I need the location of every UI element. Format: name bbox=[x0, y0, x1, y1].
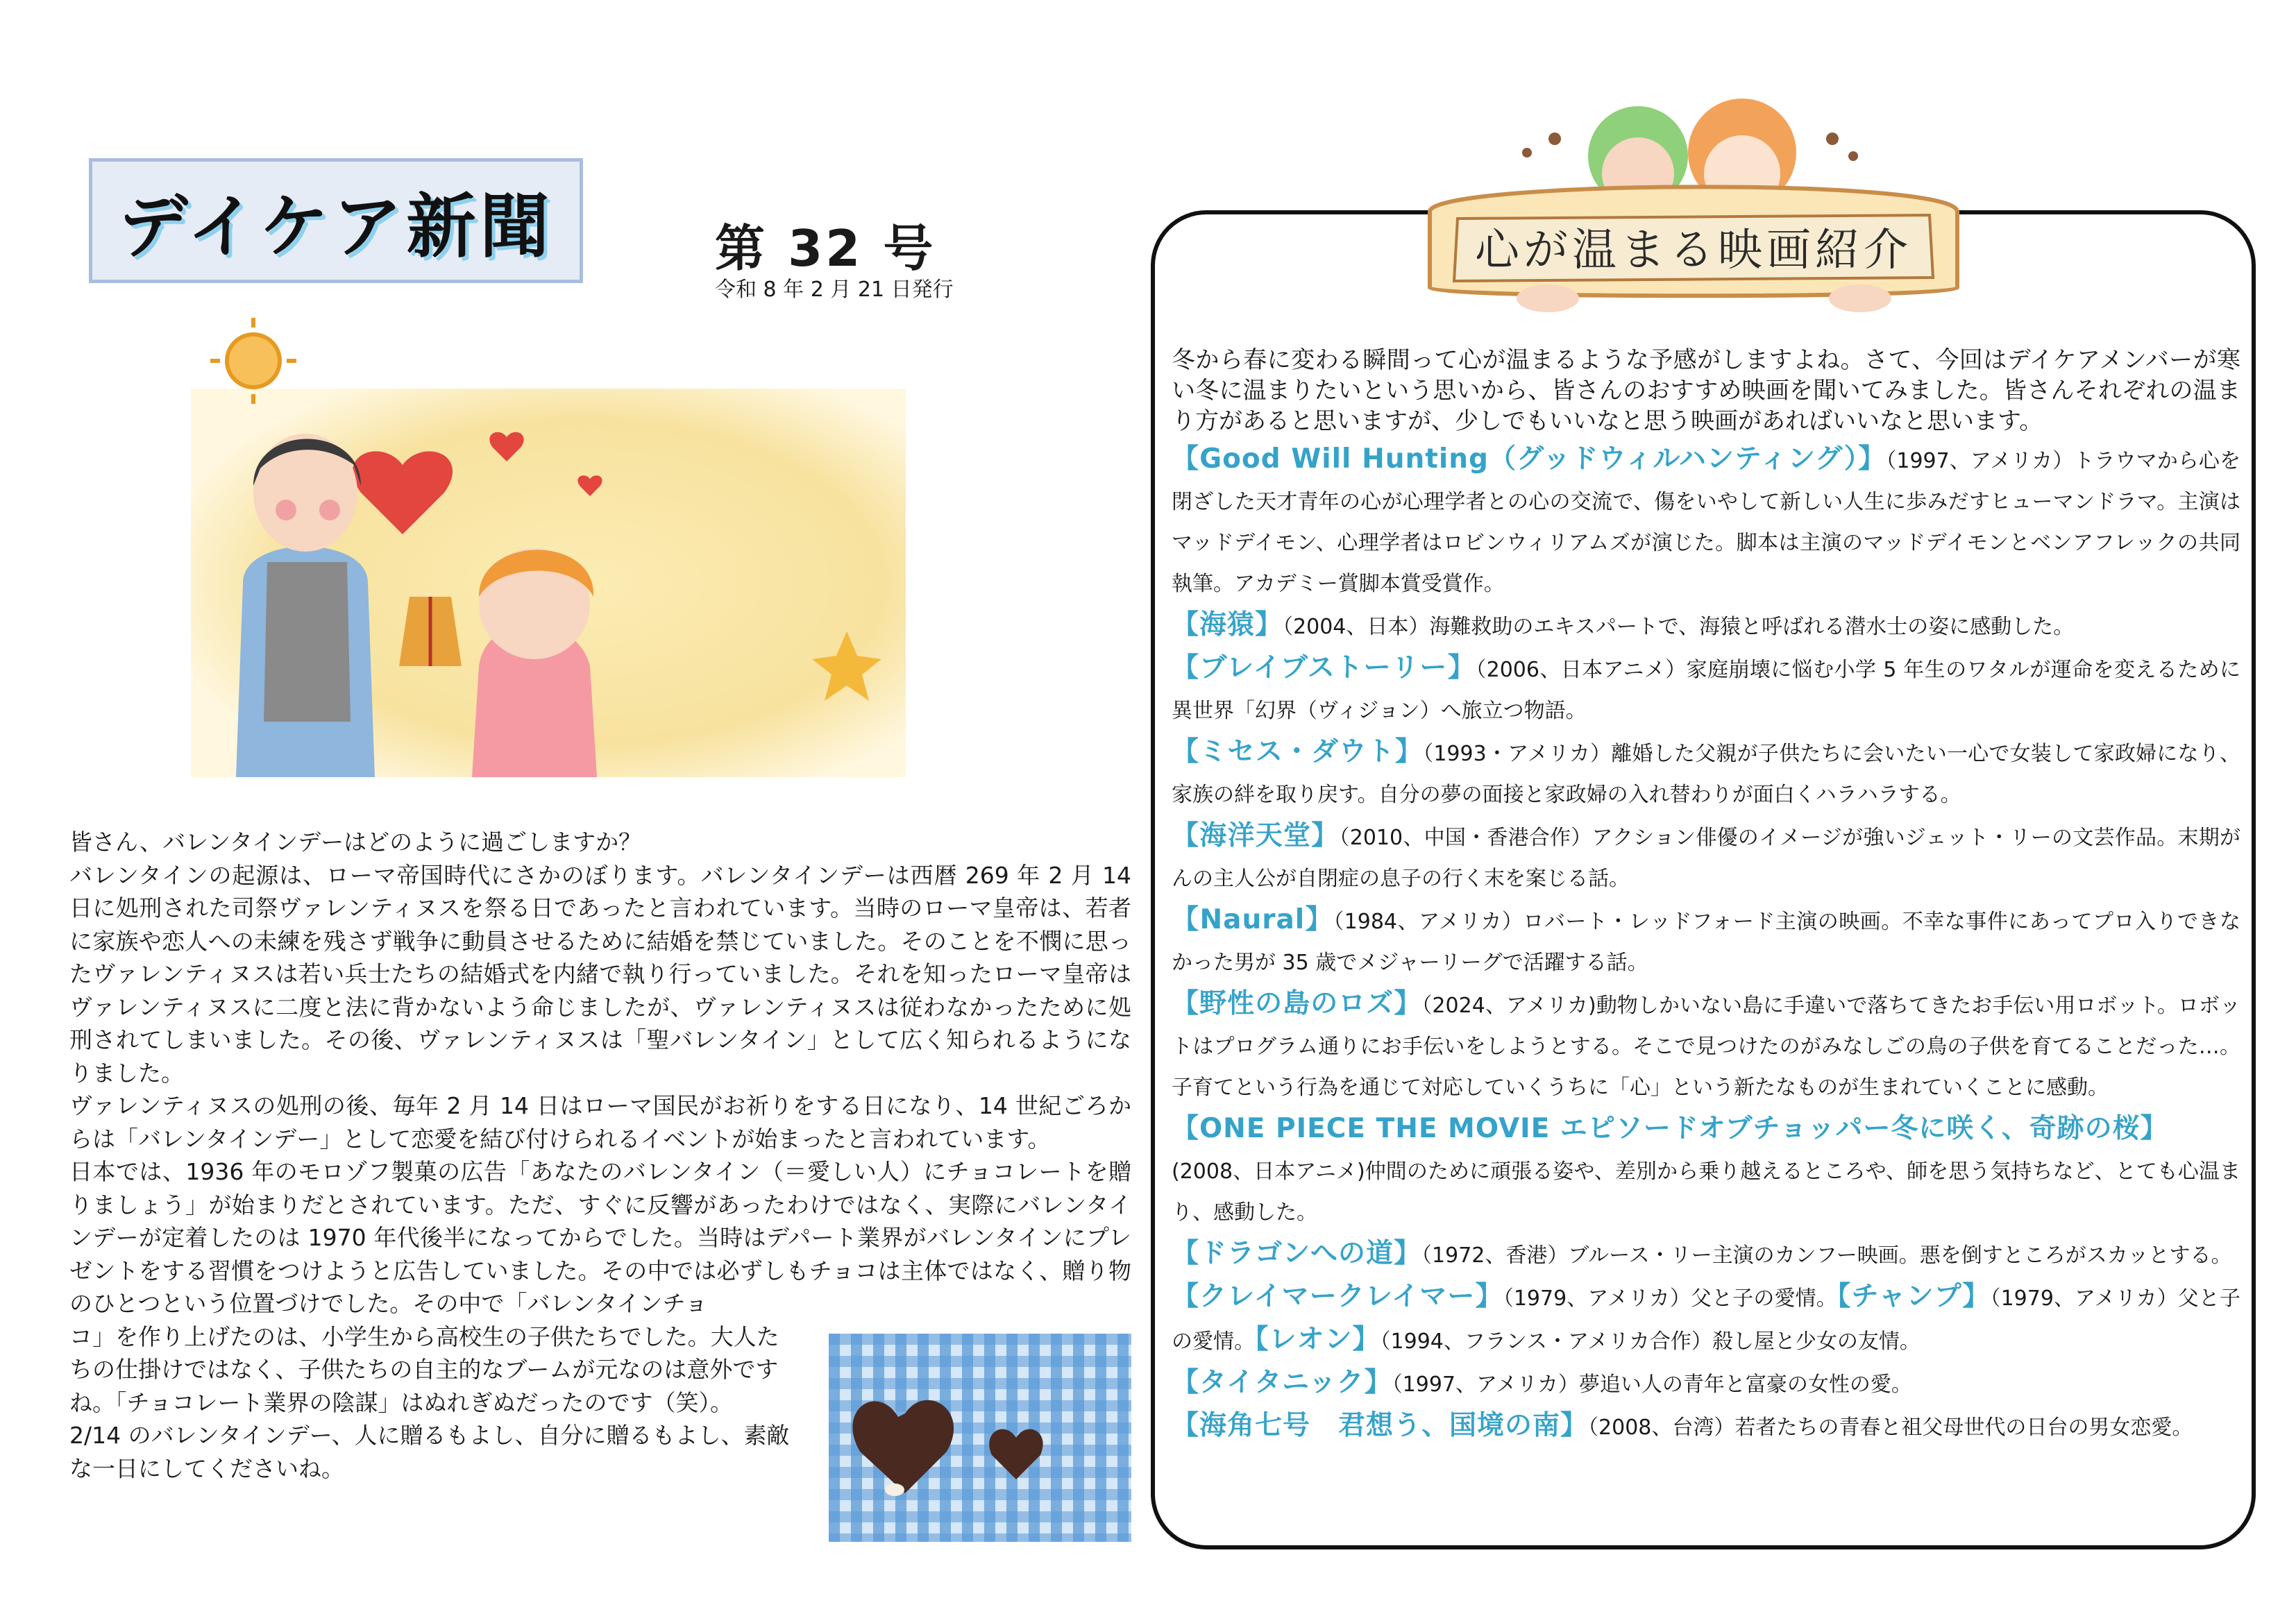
movie-desc: （1979、アメリカ）父と子の愛情。 bbox=[1172, 1286, 2241, 1354]
article-closing bbox=[69, 1320, 791, 1486]
movie-desc: （2004、日本）海難救助のエキスパートで、海猿と呼ばれる潜水士の姿に感動した。 bbox=[1283, 615, 2075, 639]
movie-item bbox=[1172, 815, 2240, 899]
movie-item bbox=[1172, 439, 2240, 604]
movie-desc: （2010、中国・香港合作）アクション俳優のイメージが強いジェット・リーの文芸作品。末期がんの主人公が自閉症の息子の行く末を案じる話。 bbox=[1172, 826, 2240, 891]
movie-banner-illustration bbox=[1416, 90, 1971, 319]
movie-item bbox=[1172, 1276, 2240, 1362]
valentine-illustration bbox=[187, 305, 909, 791]
movie-title: 【ブレイブストーリー】 bbox=[1172, 652, 1476, 683]
article-line: ね。「チョコレート業界の陰謀」はぬれぎぬだったのです（笑）。 bbox=[69, 1388, 734, 1416]
movie-title: 【野性の島のロズ】 bbox=[1172, 988, 1422, 1019]
movie-item bbox=[1172, 731, 2240, 815]
movie-title: 【海角七号 君想う、国境の南】 bbox=[1172, 1410, 1589, 1441]
movie-title: 【海洋天堂】 bbox=[1172, 820, 1340, 851]
movie-title: 【タイタニック】 bbox=[1172, 1367, 1392, 1398]
movie-desc: （1993・アメリカ）離婚した父親が子供たちに会いたい一心で女装して家政婦になり、家族の絆を取り戻す。自分の夢の面接と家政婦の入れ替わりが面白くハラハラする。 bbox=[1172, 742, 2240, 807]
movie-title: 【ドラゴンへの道】 bbox=[1172, 1238, 1422, 1269]
movie-title: 【クレイマークレイマー】 bbox=[1172, 1281, 1503, 1312]
movie-desc: （2024、アメリカ)動物しかいない島に手違いで落ちてきたお手伝い用ロボット。ロボットはプログラム通りにお手伝いをしようとする。そこで見つけたのがみなしごの鳥の子供を育てることだった…。子育てという行為を通じて対応していくうちに「心」という新たなものが生まれていくことに感動。 bbox=[1172, 994, 2240, 1100]
article-line: 2/14 のバレンタインデー、人に贈るもよし、自分に贈るもよし、素敵 bbox=[69, 1422, 790, 1449]
article-line: な一日にしてくださいね。 bbox=[69, 1454, 344, 1482]
movie-item bbox=[1172, 647, 2240, 731]
banner-title: 心が温まる映画紹介 bbox=[1475, 225, 1912, 276]
movie-title: 【海猿】 bbox=[1172, 609, 1283, 640]
movie-desc: （1997、アメリカ）夢追い人の青年と富豪の女性の愛。 bbox=[1392, 1373, 1912, 1397]
article-paragraph: 皆さん、バレンタインデーはどのように過ごしますか？ bbox=[69, 829, 642, 856]
movie-desc: （2008、台湾）若者たちの青春と祖父母世代の日台の男女恋愛。 bbox=[1588, 1416, 2193, 1440]
movie-desc: (2008、日本アニメ)仲間のために頑張る姿や、差別から乗り越えるところや、師を思う気持ちなど、とても心温まり、感動した。 bbox=[1172, 1159, 2240, 1225]
article-line: コ」を作り上げたのは、小学生から高校生の子供たちでした。大人た bbox=[69, 1323, 779, 1350]
article-paragraph: バレンタインの起源は、ローマ帝国時代にさかのぼります。バレンタインデーは西暦 269 年 2 月 14 日に処刑された司祭ヴァレンティヌスを祭る日であったと言われています。当時のローマ皇帝は、若者に家族や恋人への未練を残さず戦争に動員させるために結婚を禁じていました。そのことを不憫に思ったヴァレンティヌスは若い兵士たちの結婚式を内緒で執り行っていました。それを知ったローマ皇帝はヴァレンティヌスに二度と法に背かないよう命じましたが、ヴァレンティヌスは従わなかったために処刑されてしまいました。その後、ヴァレンティヌスは「聖バレンタイン」として広く知られるようになりました。 bbox=[69, 861, 1131, 1087]
article-line: ちの仕掛けではなく、子供たちの自主的なブームが元なのは意外です bbox=[69, 1356, 779, 1383]
movie-title: 【ONE PIECE THE MOVIE エピソードオブチョッパー冬に咲く、奇跡の桜】 bbox=[1172, 1113, 2168, 1144]
movie-desc: （1994、フランス・アメリカ合作）殺し屋と少女の友情。 bbox=[1380, 1329, 1921, 1354]
movie-desc: （1972、香港）ブルース・リー主演のカンフー映画。悪を倒すところがスカッとする。 bbox=[1421, 1243, 2232, 1268]
movie-desc: （1984、アメリカ）ロバート・レッドフォード主演の映画。不幸な事件にあってプロ入りできなかった男が 35 歳でメジャーリーグで活躍する話。 bbox=[1172, 910, 2240, 975]
issue-date: 令和 8 年 2 月 21 日発行 bbox=[715, 278, 954, 302]
movie-item bbox=[1172, 899, 2240, 983]
movie-desc: （2006、日本アニメ）家庭崩壊に悩む小学 5 年生のワタルが運命を変えるために異世界「幻界（ヴィジョン）へ旅立つ物語。 bbox=[1172, 658, 2240, 723]
movie-title: 【Good Will Hunting（グッドウィルハンティング）】 bbox=[1172, 443, 1886, 475]
movie-intro: 冬から春に変わる瞬間って心が温まるような予感がしますよね。さて、今回はデイケアメンバーが寒い冬に温まりたいという思いから、皆さんのおすすめ映画を聞いてみました。皆さんそれぞれの温まり方があると思いますが、少しでもいいなと思う映画があればいいなと思います。 bbox=[1172, 346, 2240, 435]
movie-item bbox=[1172, 1233, 2240, 1276]
movie-title: 【ミセス・ダウト】 bbox=[1172, 736, 1424, 767]
article-paragraph: 日本では、1936 年のモロゾフ製菓の広告「あなたのバレンタイン（＝愛しい人）にチョコレートを贈りましょう」が始まりだとされています。ただ、すぐに反響があったわけではなく、実際にバレンタインデーが定着したのは 1970 年代後半になってからでした。当時はデパート業界がバレンタインにプレゼントをする習慣をつけようと広告していました。その中では必ずしもチョコは主体ではなく、贈り物のひとつという位置づけでした。その中で「バレンタインチョ bbox=[69, 1158, 1131, 1317]
movie-list bbox=[1172, 439, 2240, 1448]
movie-item bbox=[1172, 604, 2240, 647]
masthead bbox=[89, 158, 583, 283]
movie-title: 【Naural】 bbox=[1172, 904, 1334, 935]
movie-title: 【チャンプ】 bbox=[1837, 1281, 1991, 1312]
movie-item bbox=[1172, 983, 2240, 1108]
movie-item bbox=[1172, 1362, 2240, 1405]
issue-number: 第 32 号 bbox=[715, 219, 936, 278]
article-paragraph: ヴァレンティヌスの処刑の後、毎年 2 月 14 日はローマ国民がお祈りをする日になり、14 世紀ごろからは「バレンタインデー」として恋愛を結び付けられるイベントが始まったと言われています。 bbox=[69, 1092, 1131, 1153]
movie-item bbox=[1172, 1405, 2240, 1448]
movie-title: 【レオン】 bbox=[1255, 1324, 1381, 1355]
movie-desc: （1979、アメリカ）父と子の愛情。 bbox=[1503, 1286, 1837, 1311]
masthead-title: デイケア新聞 bbox=[118, 186, 554, 267]
chocolate-photo bbox=[829, 1334, 1131, 1542]
movie-desc: （1997、アメリカ）トラウマから心を閉ざした天才青年の心が心理学者との心の交流で、傷をいやして新しい人生に歩みだすヒューマンドラマ。主演はマッドデイモン、心理学者はロビンウィリアムズが演じた。脚本は主演のマッドデイモンとベンアフレックの共同執筆。アカデミー賞脚本賞受賞作。 bbox=[1172, 449, 2241, 596]
movie-item bbox=[1172, 1108, 2240, 1233]
